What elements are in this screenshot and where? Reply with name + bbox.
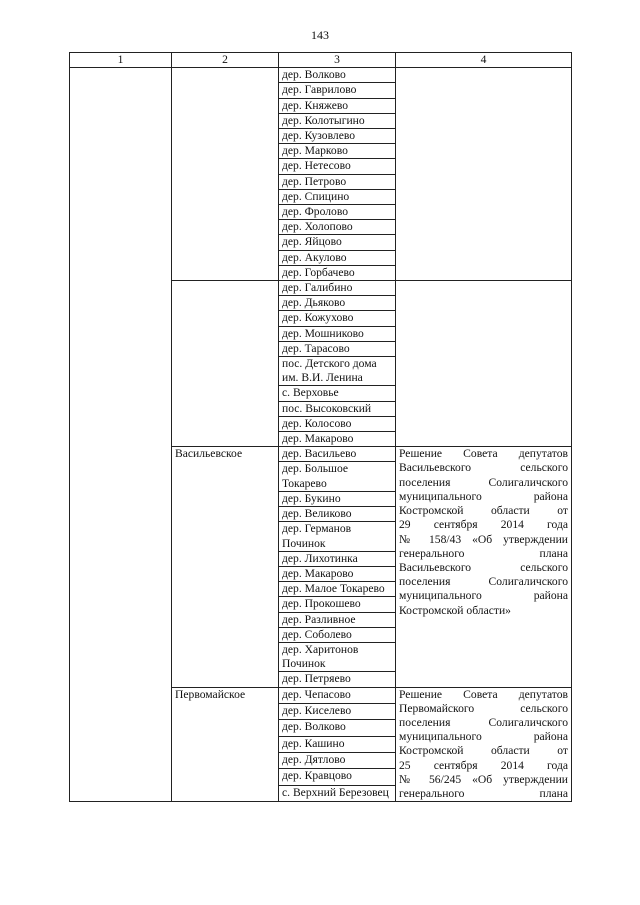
place-name-cell: дер. Соболево [279,627,396,642]
place-name-cell: дер. Марково [279,144,396,159]
header-col-3: 3 [279,53,396,68]
place-name-cell: дер. Чепасово [279,687,396,703]
decision-line: муниципального района [399,730,568,744]
place-name-cell: дер. Гаврилово [279,83,396,98]
decision-line: Васильевского сельского [399,560,568,574]
place-name-cell: дер. Яйцово [279,235,396,250]
decision-cell [396,68,572,281]
place-name-cell: дер. Галибино [279,281,396,296]
place-name-cell: с. Верховье [279,386,396,401]
settlements-table [69,52,572,802]
place-name-cell: дер. Кузовлево [279,129,396,144]
decision-line: генерального плана [399,546,568,560]
decision-line: поселения Солигаличского [399,715,568,729]
decision-line: Васильевского сельского [399,461,568,475]
decision-line: 25 сентября 2014 года [399,758,568,772]
header-col-2: 2 [172,53,279,68]
place-name-cell: дер. Холопово [279,220,396,235]
decision-line: Решение Совета депутатов [399,447,568,461]
place-name-cell: дер. Фролово [279,205,396,220]
decision-line: муниципального района [399,489,568,503]
decision-line: генерального плана [399,786,568,800]
decision-line: Костромской области от [399,744,568,758]
place-name-cell: дер. Малое Токарево [279,582,396,597]
settlement-name-cell: Васильевское [172,447,279,687]
decision-line: № 56/245 «Об утверждении [399,772,568,786]
place-name-cell: дер. Лихотинка [279,551,396,566]
decision-line: Решение Совета депутатов [399,687,568,701]
place-name-cell: дер. Петряево [279,672,396,687]
decision-line: Костромской области» [399,603,511,617]
place-name-cell: дер. Колотыгино [279,113,396,128]
place-name-cell: дер. Княжево [279,98,396,113]
place-name-cell: дер. Мошниково [279,326,396,341]
place-name-cell: дер. Великово [279,507,396,522]
header-col-1: 1 [70,53,172,68]
place-name-cell: дер. Васильево [279,447,396,462]
decision-cell [396,447,572,687]
place-name-cell: дер. Харитонов Починок [279,642,396,671]
place-name-cell: дер. Тарасово [279,341,396,356]
settlement-name-cell [172,68,279,281]
place-name-cell: дер. Кожухово [279,311,396,326]
place-name-cell: дер. Кашино [279,736,396,752]
place-name-cell: пос. Детского дома им. В.И. Ленина [279,357,396,386]
place-name-cell: дер. Макарово [279,432,396,447]
place-name-cell: пос. Высоковский [279,401,396,416]
table-body [70,53,572,802]
place-name-cell: дер. Волково [279,68,396,83]
place-name-cell: дер. Дятлово [279,753,396,769]
decision-line: муниципального района [399,589,568,603]
place-name-cell: дер. Прокошево [279,597,396,612]
decision-line: Костромской области от [399,504,568,518]
place-name-cell: дер. Колосово [279,416,396,431]
place-name-cell: дер. Нетесово [279,159,396,174]
header-row [70,53,572,68]
place-name-cell: дер. Макарово [279,566,396,581]
settlement-name-cell [172,281,279,447]
place-name-cell: дер. Акулово [279,250,396,265]
place-name-cell: дер. Букино [279,491,396,506]
place-name-cell: дер. Большое Токарево [279,462,396,491]
place-name-cell: с. Верхний Березовец [279,785,396,801]
settlement-name-cell: Первомайское [172,687,279,802]
header-col-4: 4 [396,53,572,68]
decision-line: Первомайского сельского [399,701,568,715]
decision-line: поселения Солигаличского [399,475,568,489]
page-number: 143 [311,28,329,42]
place-name-cell: дер. Горбачево [279,265,396,280]
table-row [70,68,572,83]
decision-line: поселения Солигаличского [399,575,568,589]
place-name-cell: дер. Германов Починок [279,522,396,551]
place-name-cell: дер. Волково [279,720,396,736]
decision-cell [396,687,572,802]
place-name-cell: дер. Петрово [279,174,396,189]
place-name-cell: дер. Спицино [279,189,396,204]
place-name-cell: дер. Разливное [279,612,396,627]
place-name-cell: дер. Кравцово [279,769,396,785]
place-name-cell: дер. Дьяково [279,296,396,311]
decision-cell [396,281,572,447]
decision-line: № 158/43 «Об утверждении [399,532,568,546]
decision-line: 29 сентября 2014 года [399,518,568,532]
place-name-cell: дер. Киселево [279,703,396,719]
district-cell [70,68,172,802]
